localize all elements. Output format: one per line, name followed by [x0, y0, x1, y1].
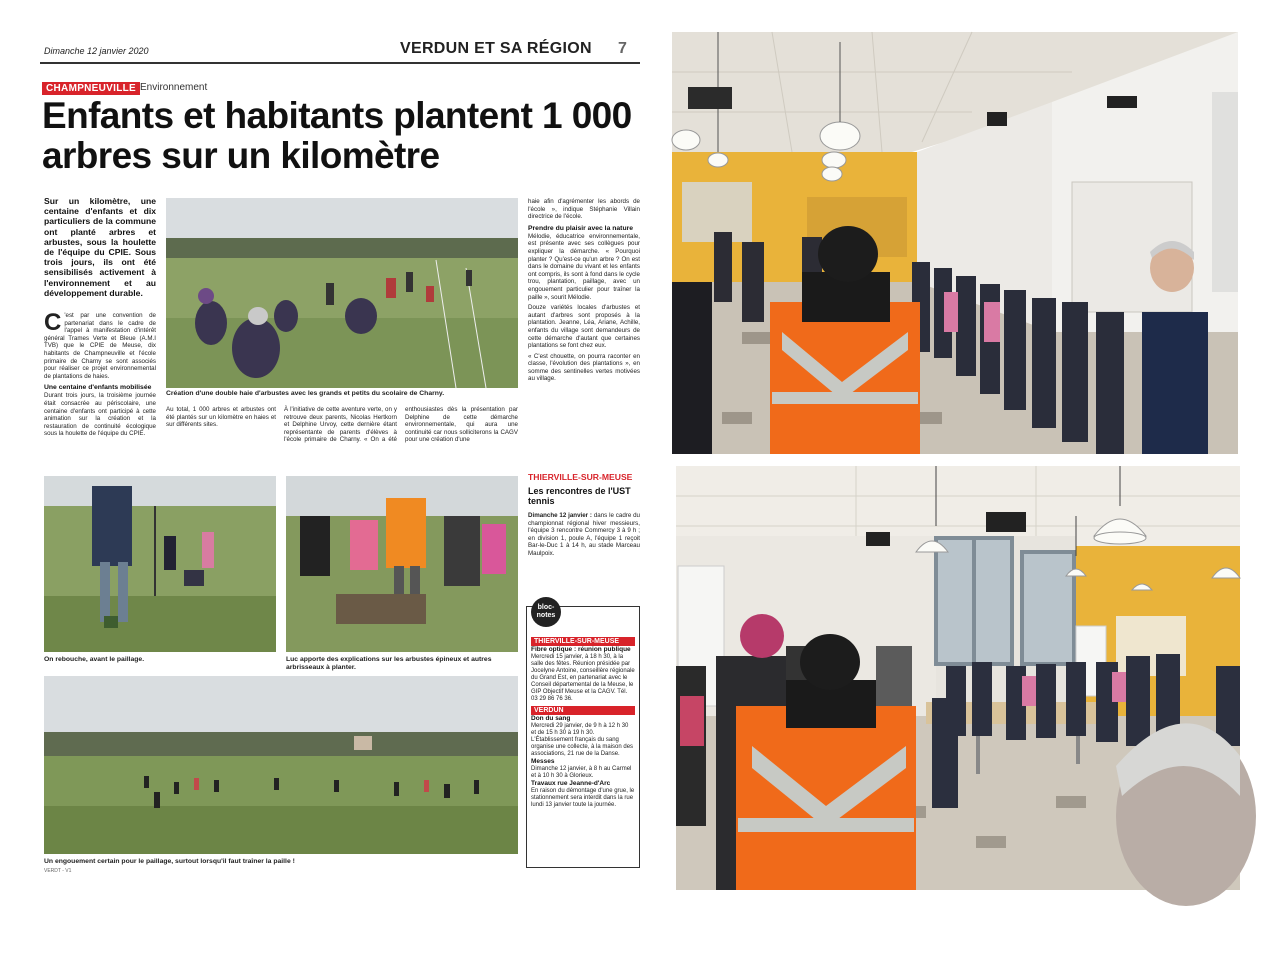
section-title: VERDUN ET SA RÉGION	[400, 40, 592, 57]
photo-explanations	[286, 476, 518, 652]
caption-top-photo: Création d'une double haie d'arbustes avec les grands et petits du scolaire de Charny.	[166, 390, 445, 397]
bloc-item	[531, 646, 635, 703]
bloc-item-title: Messes	[531, 758, 555, 765]
caption-mid-right-photo: Luc apporte des explications sur les arbustes épineux et autres arbrisseaux à planter.	[286, 656, 492, 671]
bloc-notes-box	[526, 606, 640, 868]
brief-text: dans le cadre du championnat régional hiver messieurs, l'équipe 3 rencontre Commercy 3 à 9 h ; en division 1, poule A, l'équipe 1 reçoit Bar-le-Duc 1 à 14 h, au stade Marceau Maulpoix.	[528, 512, 640, 557]
subhead-2: Prendre du plaisir avec la nature	[528, 224, 634, 232]
photo-mulching-field	[44, 676, 518, 854]
brief-title: Les rencontres de l'UST tennis	[528, 486, 631, 506]
brief-bold: Dimanche 12 janvier :	[528, 512, 592, 519]
bloc-item-text: Dimanche 12 janvier, à 8 h au Carmel et à 10 h 30 à Glorieux.	[531, 766, 632, 779]
photo-hall-top	[672, 32, 1238, 454]
caption-mid-left-photo: On rebouche, avant le paillage.	[44, 656, 145, 663]
footer-code: VERDT - V1	[44, 868, 72, 874]
body-2: Au total, 1 000 arbres et arbustes ont été plantés sur un kilomètre en haies et sur différents sites.	[166, 406, 276, 429]
newspaper-page	[40, 36, 642, 878]
body-7: « C'est chouette, on pourra raconter en classe, l'évolution des plantations », en somme des sentinelles vertes motivées au village.	[528, 352, 640, 383]
photo-planting-hedge	[166, 198, 518, 388]
header-rule	[40, 62, 640, 64]
bloc-notes-badge: bloc-notes	[531, 597, 561, 627]
body-3: À l'initiative de cette aventure verte, on y retrouve deux parents, Nicolas Hertkorn et Delphine Urvoy, cette dernière étant représentante de parents d'élèves à l'école primaire de Charny. « On a été enthousiastes dès la présentation par Delphine de cette démarche environnementale, qui aura une continuité car nous solliciterons la CAGV pour une création d'une	[284, 406, 518, 444]
body-1: Durant trois jours, la troisième journée était consacrée au périscolaire, une centaine d'enfants ont participé à cette animation sur la création et la restauration de continuité écologique sous la houlette de l'équipe du CPIE.	[44, 392, 156, 438]
article-lead	[44, 309, 156, 438]
bloc-item-text: En raison du démontage d'une grue, le stationnement sera interdit dans la rue lundi 13 janvier toute la journée.	[531, 788, 635, 808]
subhead-1: Une centaine d'enfants mobilisée	[44, 384, 152, 392]
caption-bottom-photo: Un engouement certain pour le paillage, surtout lorsqu'il faut traîner la paille !	[44, 858, 295, 865]
bloc-item	[531, 758, 635, 780]
body-4: haie afin d'agrémenter les abords de l'école », indique Stéphanie Villain directrice de l'école.	[528, 198, 640, 221]
article-right-column	[528, 198, 640, 508]
dropcap: C	[44, 309, 62, 336]
bloc-item-text: Mercredi 29 janvier, de 9 h à 12 h 30 et de 15 h 30 à 19 h 30. L'Établissement français du sang organise une collecte, à la maison des associations, 21 rue de la Danse.	[531, 723, 634, 757]
page-number: 7	[618, 40, 627, 57]
lead-text: 'est par une convention de partenariat dans le cadre de l'appel à manifestation d'intérêt général Trames Verte et Bleue (A.M.I TVB) que le CPIE de Meuse, dix habitants de Champneuville et l'école primaire de Charny se sont associés pour réaliser ce projet environnemental de plantations de haies.	[44, 312, 156, 380]
bloc-item	[531, 780, 635, 809]
article-chapo: Sur un kilomètre, une centaine d'enfants et dix particuliers de la commune ont planté arbres et arbustes, sous la houlette de l'équipe du CPIE. Sous trois jours, ils ont été sensibilisés activement à l'environnement et au développement durable.	[44, 196, 156, 298]
kicker-category: Environnement	[140, 82, 208, 93]
bloc-notes-content	[531, 637, 635, 809]
brief-body	[528, 512, 640, 596]
body-3-column	[284, 406, 518, 474]
bloc-town-1: THIERVILLE-SUR-MEUSE	[531, 637, 635, 646]
body-5: Mélodie, éducatrice environnementale, est présente avec ses collègues pour expliquer la démarche. « Pourquoi planter ? Qu'est-ce qu'un arbre ? On est dans le domaine du vivant et les enfants ont compris, ils sont à fond dans le cycle trou, plantation, paillage, avec un engouement particulier pour traîner la paille », sourit Mélodie.	[528, 232, 640, 301]
kicker-town: CHAMPNEUVILLE	[42, 82, 140, 95]
bloc-item-title: Don du sang	[531, 715, 571, 722]
issue-date: Dimanche 12 janvier 2020	[44, 46, 149, 56]
brief-town: THIERVILLE-SUR-MEUSE	[528, 472, 633, 482]
bloc-item	[531, 715, 635, 758]
photo-hall-bottom	[676, 466, 1240, 890]
headline: Enfants et habitants plantent 1 000 arbres sur un kilomètre	[42, 95, 632, 176]
body-2-column	[166, 406, 276, 474]
photo-filling-hole	[44, 476, 276, 652]
bloc-item-title: Travaux rue Jeanne-d'Arc	[531, 780, 611, 787]
bloc-town-2: VERDUN	[531, 706, 635, 715]
bloc-item-text: Mercredi 15 janvier, à 18 h 30, à la salle des fêtes. Réunion présidée par Jocelyne Antoine, conseillère régionale du Grand Est, en partenariat avec le Conseil départemental de la Meuse, le GIP Objectif Meuse et la CAGV. Tél. 03 29 86 76 36.	[531, 654, 635, 702]
bloc-item-title: Fibre optique : réunion publique	[531, 646, 631, 653]
body-6: Douze variétés locales d'arbustes et autant d'arbres sont proposés à la plantation. Jeanne, Léa, Ariane, Achille, enfants du village sont demandeurs de cette démarche d'autant que certaines plantations se font chez eux.	[528, 304, 640, 350]
